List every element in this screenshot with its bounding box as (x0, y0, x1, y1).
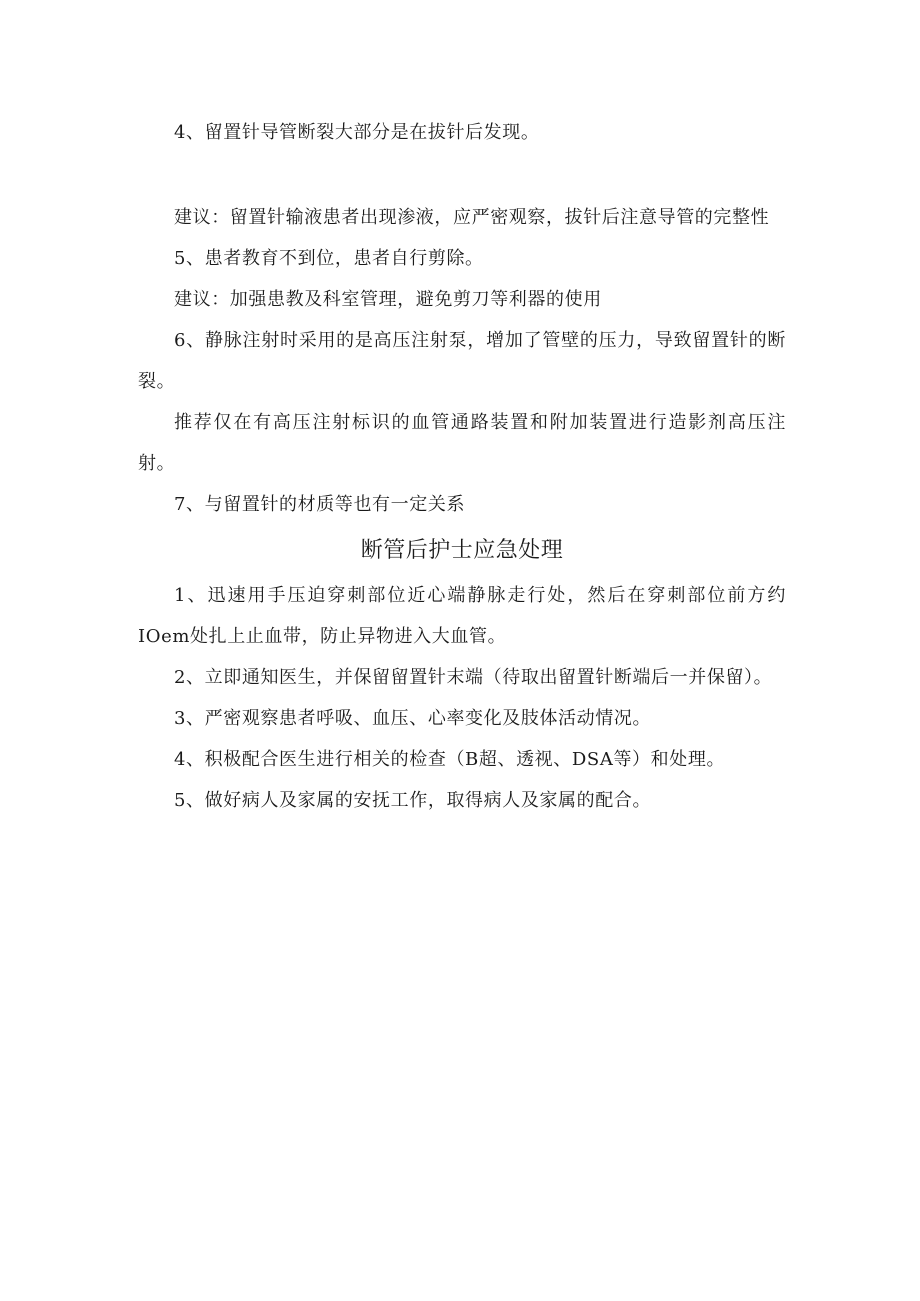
suggestion-paragraph: 建议：留置针输液患者出现渗液，应严密观察，拔针后注意导管的完整性 (174, 207, 770, 228)
paragraph-item-7: 7、与留置针的材质等也有一定关系 (174, 494, 466, 515)
emergency-step-2: 2、立即通知医生，并保留留置针末端（待取出留置针断端后一并保留）。 (174, 667, 773, 688)
emergency-step-1: 1、迅速用手压迫穿刺部位近心端静脉走行处，然后在穿刺部位前方约IOem处扎上止血带，防止异物进入大血管。 (138, 585, 786, 647)
paragraph-item-4: 4、留置针导管断裂大部分是在拔针后发现。 (174, 122, 540, 143)
paragraph-gap (138, 153, 786, 197)
section-heading: 断管后护士应急处理 (360, 538, 564, 563)
emergency-step-3: 3、严密观察患者呼吸、血压、心率变化及肢体活动情况。 (174, 708, 652, 729)
emergency-step-4: 4、积极配合医生进行相关的检查（B超、透视、DSA等）和处理。 (174, 749, 726, 770)
document-body (138, 112, 786, 821)
paragraph-item-6: 6、静脉注射时采用的是高压注射泵，增加了管壁的压力，导致留置针的断裂。 (138, 330, 786, 392)
recommendation-paragraph: 推荐仅在有高压注射标识的血管通路装置和附加装置进行造影剂高压注射。 (138, 412, 786, 474)
emergency-step-5: 5、做好病人及家属的安抚工作，取得病人及家属的配合。 (174, 790, 652, 811)
suggestion-paragraph: 建议：加强患教及科室管理，避免剪刀等利器的使用 (174, 289, 602, 310)
paragraph-item-5: 5、患者教育不到位，患者自行剪除。 (174, 248, 484, 269)
